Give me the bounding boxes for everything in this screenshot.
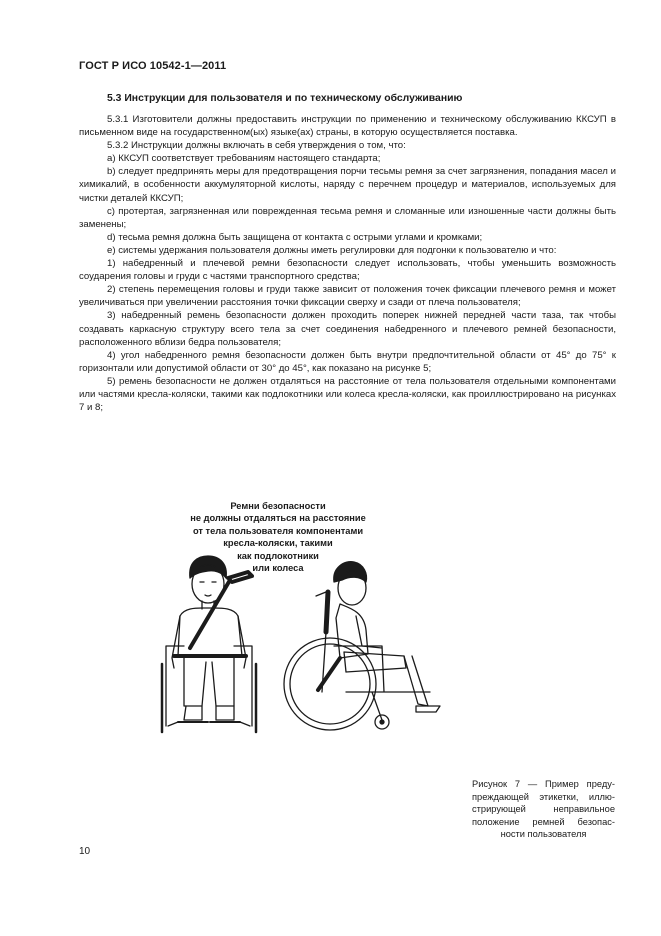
figure-label-line: не должны отдаляться на расстояние bbox=[190, 513, 366, 524]
list-item-e: е) системы удержания пользователя должны иметь регулировки для подгонки к пользователю и что: bbox=[107, 244, 557, 256]
list-item-a: а) ККСУП соответствует требованиям настоящего стандарта; bbox=[107, 153, 381, 165]
figure-label-line: от тела пользователя компонентами bbox=[192, 525, 364, 536]
figure-caption bbox=[472, 778, 615, 841]
paragraph-5-3-2: 5.3.2 Инструкции должны включать в себя утверждения о том, что: bbox=[107, 140, 406, 152]
list-item-1: 1) набедренный и плечевой ремни безопасности следует использовать, чтобы уменьшить возможность соударения головы и груди с частями транспортного средства; bbox=[79, 258, 616, 283]
figure-label-line: кресла-коляски, такими bbox=[223, 538, 333, 549]
list-item-c: с) протертая, загрязненная или поврежденная тесьма ремня и сломанные или изношенные части должны быть заменены; bbox=[79, 205, 616, 230]
front-view-figure bbox=[162, 556, 256, 732]
list-item-5: 5) ремень безопасности не должен отдаляться на расстояние от тела пользователя отдельными компонентами или частями кресла-коляски, такими как подлокотники или колеса кресла-коляски, как проиллюстрировано на рисунках 7 и 8; bbox=[79, 375, 616, 414]
list-item-d: d) тесьма ремня должна быть защищена от контакта с острыми углами и кромками; bbox=[107, 231, 483, 243]
paragraph-5-3-1: 5.3.1 Изготовители должны предоставить инструкции по применению и техническому обслуживанию ККСУП в письменном виде на государственном(ых) языке(ах) страны, в которую осуществляется поставка. bbox=[79, 114, 616, 139]
caption-line: преждающей этикетки, иллю- bbox=[472, 791, 615, 802]
side-view-figure bbox=[284, 562, 440, 730]
figure-label-line: Ремни безопасности bbox=[230, 501, 326, 511]
caption-line: положение ремней безопас- bbox=[472, 816, 615, 827]
list-item-4: 4) угол набедренного ремня безопасности должен быть внутри предпочтительной области от 45° до 75° к горизонтали или допустимой области от 30° до 45°, как показано на рисунке 5; bbox=[79, 349, 616, 374]
list-item-2: 2) степень перемещения головы и груди также зависит от положения точек фиксации плечевого ремня и может увеличиваться при увеличении расстояния точки фиксации сверху и сзади от плеча пользователя; bbox=[79, 284, 616, 309]
body-text bbox=[79, 113, 616, 414]
standard-header: ГОСТ Р ИСО 10542-1—2011 bbox=[79, 60, 227, 72]
page-number: 10 bbox=[79, 846, 91, 857]
caption-line: стрирующей неправильное bbox=[472, 804, 615, 815]
caption-line: ности пользователя bbox=[500, 829, 587, 840]
figure-label bbox=[178, 500, 378, 574]
list-item-b: b) следует предпринять меры для предотвращения порчи тесьмы ремня за счет загрязнения, попадания масел и химикалий, в особенности аккумуляторной кислоты, наряду с перечнем процедур и материалов, используемых для чистки деталей ККСУП; bbox=[79, 166, 616, 204]
section-title: 5.3 Инструкции для пользователя и по техническому обслуживанию bbox=[107, 93, 463, 104]
list-item-3: 3) набедренный ремень безопасности должен проходить поперек нижней передней части таза, так чтобы создавать каркасную структуру всего тела за счет соединения набедренного и плечевого ремней безопасности, расположенного вблизи бедра пользователя; bbox=[79, 310, 616, 348]
figure-label-line: или колеса bbox=[252, 563, 304, 574]
caption-line: Рисунок 7 — Пример преду- bbox=[472, 779, 615, 789]
figure-label-line: как подлокотники bbox=[237, 550, 319, 561]
